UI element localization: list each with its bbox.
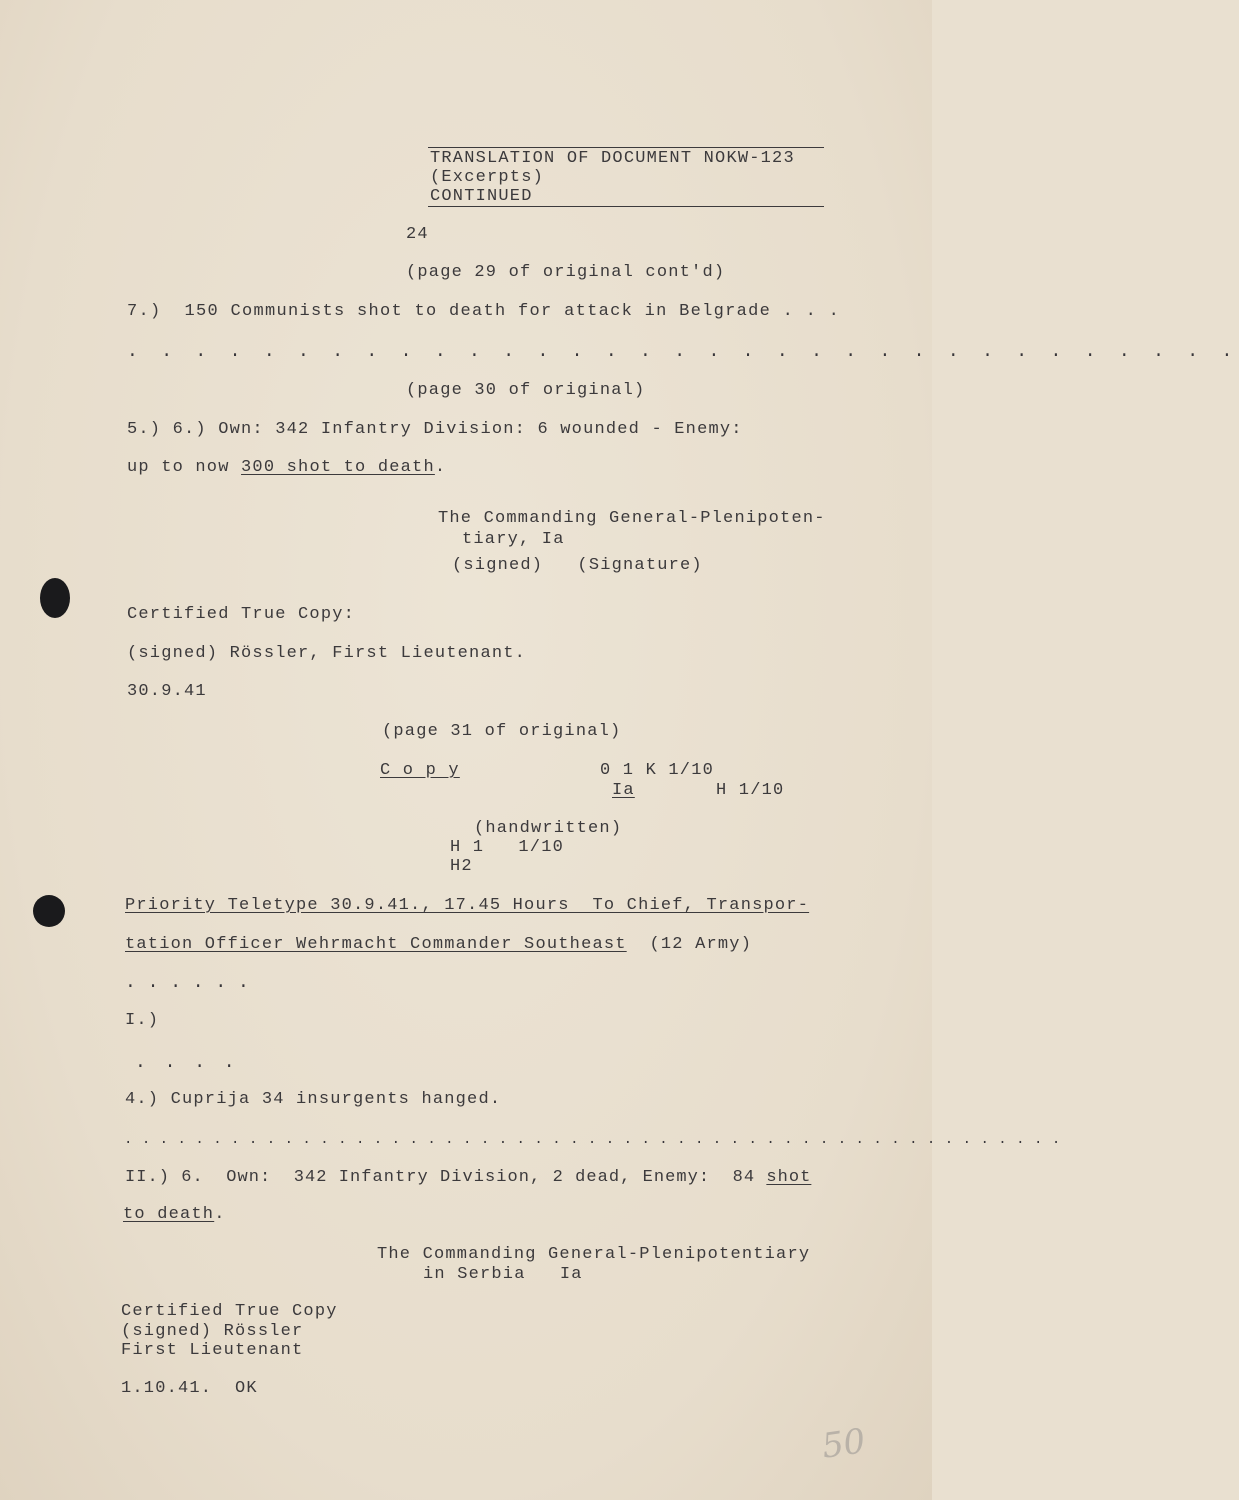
header-excerpts: (Excerpts) xyxy=(430,168,545,187)
item-5-prefix: up to now xyxy=(127,458,242,477)
teletype-line2-suffix: (12 Army) xyxy=(626,935,753,954)
header-title: TRANSLATION OF DOCUMENT NOKW-123 xyxy=(430,149,795,168)
item-7: 7.) 150 Communists shot to death for attack in Belgrade . . . xyxy=(127,302,841,321)
dotted-line-1: . . . . . . . . . . . . . . . . . . . . . . . . . . . . . . . . . xyxy=(127,342,1239,362)
item-5-underlined: 300 shot to death xyxy=(241,458,435,477)
page-number: 24 xyxy=(406,225,429,244)
item-5-suffix: . xyxy=(434,458,447,477)
signature-block-1-line2: tiary, Ia xyxy=(462,530,565,549)
teletype-line2-underlined: tation Officer Wehrmacht Commander Southeast xyxy=(125,935,627,954)
roman-2-line2-suffix: . xyxy=(214,1205,226,1224)
handwritten-page-mark: 50 xyxy=(819,1421,868,1467)
certified-date-1: 30.9.41 xyxy=(127,682,207,701)
dotted-line-2: . . . . . . . . . . . . . . . . . . . . . . . . . . . . . . . . . . . . . . . . . . . . . . . . . . . . . xyxy=(124,1132,1061,1148)
signature-block-1-line3: (signed) (Signature) xyxy=(452,556,703,575)
certified-rank-2: First Lieutenant xyxy=(121,1341,304,1360)
page-ref-31: (page 31 of original) xyxy=(382,722,622,741)
roman-2-line2-underlined: to death xyxy=(123,1205,215,1224)
roman-numeral-1: I.) xyxy=(125,1011,160,1030)
item-5-line1: 5.) 6.) Own: 342 Infantry Division: 6 wounded - Enemy: xyxy=(127,420,743,439)
final-date: 1.10.41. OK xyxy=(121,1379,258,1398)
h1-mark: H 1 1/10 xyxy=(450,838,565,857)
handwritten-note: (handwritten) xyxy=(474,819,623,838)
four-dots: . . . . xyxy=(135,1053,239,1073)
signature-block-2-line2: in Serbia Ia xyxy=(423,1265,583,1284)
item-5-line2 xyxy=(127,458,446,478)
header-rule-bottom xyxy=(428,206,824,207)
certified-copy-1: Certified True Copy: xyxy=(127,605,356,624)
reference-ia: Ia xyxy=(612,781,635,800)
roman-2-underlined: shot xyxy=(766,1168,812,1187)
signature-block-1-line1: The Commanding General-Plenipoten- xyxy=(438,509,826,528)
certified-signer-2: (signed) Rössler xyxy=(121,1322,304,1341)
header-rule-top xyxy=(428,147,824,148)
page-ref-29: (page 29 of original cont'd) xyxy=(406,263,726,282)
roman-2-line1 xyxy=(125,1168,811,1188)
roman-2-main: II.) 6. Own: 342 Infantry Division, 2 dead, Enemy: 84 xyxy=(125,1168,767,1187)
signature-block-2-line1: The Commanding General-Plenipotentiary xyxy=(377,1245,811,1264)
teletype-line2 xyxy=(125,935,752,955)
item-4: 4.) Cuprija 34 insurgents hanged. xyxy=(125,1090,502,1109)
h2-mark: H2 xyxy=(450,857,473,876)
teletype-line1: Priority Teletype 30.9.41., 17.45 Hours To Chief, Transpor- xyxy=(125,896,810,915)
roman-2-line2 xyxy=(123,1205,226,1225)
header-continued: CONTINUED xyxy=(430,187,533,206)
page-ref-30: (page 30 of original) xyxy=(406,381,646,400)
punch-hole-bottom xyxy=(33,895,65,927)
punch-hole-top xyxy=(40,578,70,618)
certified-copy-2: Certified True Copy xyxy=(121,1302,338,1321)
reference-line-1: 0 1 K 1/10 xyxy=(600,761,715,780)
copy-label: C o p y xyxy=(380,761,460,780)
certified-signer-1: (signed) Rössler, First Lieutenant. xyxy=(127,644,527,663)
short-dotted-line: . . . . . . xyxy=(125,973,250,993)
reference-h: H 1/10 xyxy=(716,781,785,800)
